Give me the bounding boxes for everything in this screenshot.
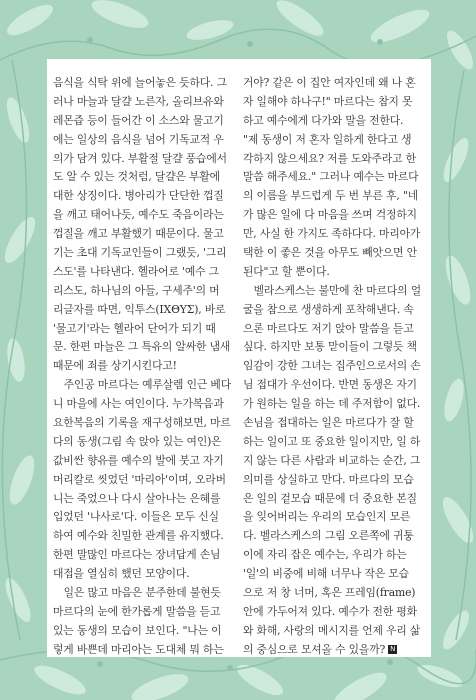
text-line: 러나 마늘과 달걀 노른자, 올리브유와 (53, 94, 224, 108)
text-line: 지 않는 다른 사람과 비교하는 순간, 그 (243, 453, 421, 467)
text-line: 만, 사실 한 가지도 족하다다. 마리아가 (243, 227, 421, 241)
text-line: 값비싼 향유를 예수의 발에 붓고 자기 (53, 453, 224, 467)
text-line: 자 일해야 하나구!" 마르다는 참지 못 (243, 94, 413, 108)
text-line: 한편 말많인 마르다는 장녀답게 손님 (53, 548, 221, 562)
text-line: 있는 동생의 모습이 보인다. "나는 이 (53, 623, 222, 637)
left-text-column (53, 74, 237, 660)
text-line: 이에 자리 잡은 예수는, 우리가 하는 (243, 548, 407, 562)
text-line: 님 접대가 우선이다. 반면 동생은 자기 (243, 378, 417, 392)
text-line: 의 이름을 부드럽게 두 번 부른 후, "네 (243, 189, 418, 203)
text-line: 렇게 바쁜데 마리아는 도대체 뭐 하는 (53, 642, 224, 656)
text-line: 각하지 않으세요? 저를 도와주라고 한 (243, 151, 416, 165)
text-line: 말씀 해주세요." 그러나 예수는 마르다 (243, 170, 419, 184)
text-line: 은 일의 겉모습 때문에 더 중요한 본질 (243, 491, 417, 505)
text-line: 머리칼로 씻었던 '마리아'이며, 오라버 (53, 472, 226, 486)
text-line: 을 깨고 태어나듯, 예수도 죽음이라는 (53, 208, 224, 222)
text-line: 의미를 상실하고 만다. 마르다의 모습 (243, 472, 414, 486)
text-line: 굴을 참으로 생생하게 포착해낸다. 속 (243, 302, 414, 316)
text-line: 하여 예수와 친밀한 관계를 유지했다. (53, 529, 224, 543)
text-line: 마르다의 눈에 한가롭게 말씀을 듣고 (53, 604, 221, 618)
text-line: 대한 상징이다. 병아리가 단단한 껍질 (53, 189, 224, 203)
text-line: 리스도, 하나님의 아들, 구세주'의 머 (53, 283, 220, 297)
text-line: 하고 예수에게 다가와 말을 전한다. (243, 113, 404, 127)
text-line: 때문에 죄를 상기시킨다고! (53, 359, 177, 373)
text-line: 다의 동생(그림 속 앉아 있는 여인)은 (53, 434, 222, 448)
text-line: 하는 일이고 또 중요한 일이지만, 일 하 (243, 434, 421, 448)
text-line: 껍질을 깨고 부활했기 때문이다. 물고 (53, 227, 224, 241)
text-line: 가 많은 일에 다 마음을 쓰며 걱정하지 (243, 208, 417, 222)
text-line: 안에 가두어져 있다. 예수가 전한 평화 (243, 604, 417, 618)
text-line: '물고기'라는 헬라어 단어가 되기 때 (53, 321, 216, 335)
text-line: 의가 담겨 있다. 부활절 달걀 풍습에서 (53, 151, 227, 165)
text-line: 으론 마르다도 저기 앉아 말씀을 듣고 (243, 321, 414, 335)
text-line: 스도'를 나타낸다. 헬라어로 '예수 그 (53, 264, 219, 278)
text-line: 주인공 마르다는 예루살렘 인근 베다 (53, 378, 231, 392)
text-line: 리글자를 따면, 익투스(ΙΧΘΥΣ), 바로 (53, 302, 226, 316)
text-line: 니는 죽었으나 다시 살아나는 은혜를 (53, 491, 221, 505)
text-line: 기는 초대 기독교인들이 그랬듯, '그리 (53, 246, 227, 260)
text-line: 가 원하는 일을 하는 데 주저함이 없다. (243, 397, 421, 411)
text-line: '일'의 비중에 비해 너무나 작은 모습 (243, 567, 409, 581)
text-line: 을 잊어버리는 우리의 모습인지 모른 (243, 510, 411, 524)
text-line: 으로 저 창 너머, 혹은 프레임(frame) (243, 586, 416, 600)
text-line: 벨라스케스는 불만에 찬 마르다의 얼 (243, 283, 421, 297)
text-line: 임감이 강한 그녀는 집주인으로서의 손 (243, 359, 421, 373)
text-line: 요한복음의 기록을 재구성해보면, 마르 (53, 416, 231, 430)
text-line: 문. 한편 마늘은 그 특유의 알싸한 냄새 (53, 340, 231, 354)
end-of-article-mark: N (390, 645, 396, 654)
text-line: 음식을 식탁 위에 늘어놓은 듯하다. 그 (53, 76, 227, 89)
text-line: 된다"고 할 뿐이다. (243, 264, 330, 278)
text-line: 대접을 열심히 했던 모양이다. (53, 567, 190, 581)
text-line-content: 의 중심으로 모셔올 수 있을까? (243, 642, 386, 656)
text-line: "제 동생이 저 혼자 일하게 한다고 생 (243, 132, 412, 146)
text-line: 도 알 수 있는 것처럼, 달걀은 부활에 (53, 170, 220, 184)
text-line: 택한 이 좋은 것을 아무도 빼앗으면 안 (243, 246, 417, 260)
text-line: 와 화해, 사랑의 메시지를 언제 우리 삶 (243, 623, 421, 637)
text-line: 거야? 같은 이 집안 여자인데 왜 나 혼 (243, 76, 416, 89)
right-text-column (243, 74, 427, 660)
text-line: 니 마을에 사는 여인이다. 누가복음과 (53, 397, 224, 411)
text-line: 일은 많고 마음은 분주한데 불현듯 (53, 586, 221, 600)
last-text-line (243, 641, 427, 660)
text-line: 에는 일상의 음식을 넘어 기독교적 우 (53, 132, 224, 146)
text-line: 입었던 '나사로'다. 이들은 모두 신실 (53, 510, 219, 524)
text-line: 다. 벨라스케스의 그림 오른쪽에 귀퉁 (243, 529, 414, 543)
text-line: 싶다. 하지만 보통 맏이들이 그렇듯 책 (243, 340, 417, 354)
text-line: 레몬즙 등이 들어간 이 소스와 물고기 (53, 113, 224, 127)
text-line: 손님을 접대하는 일은 마르다가 잘 할 (243, 416, 414, 430)
